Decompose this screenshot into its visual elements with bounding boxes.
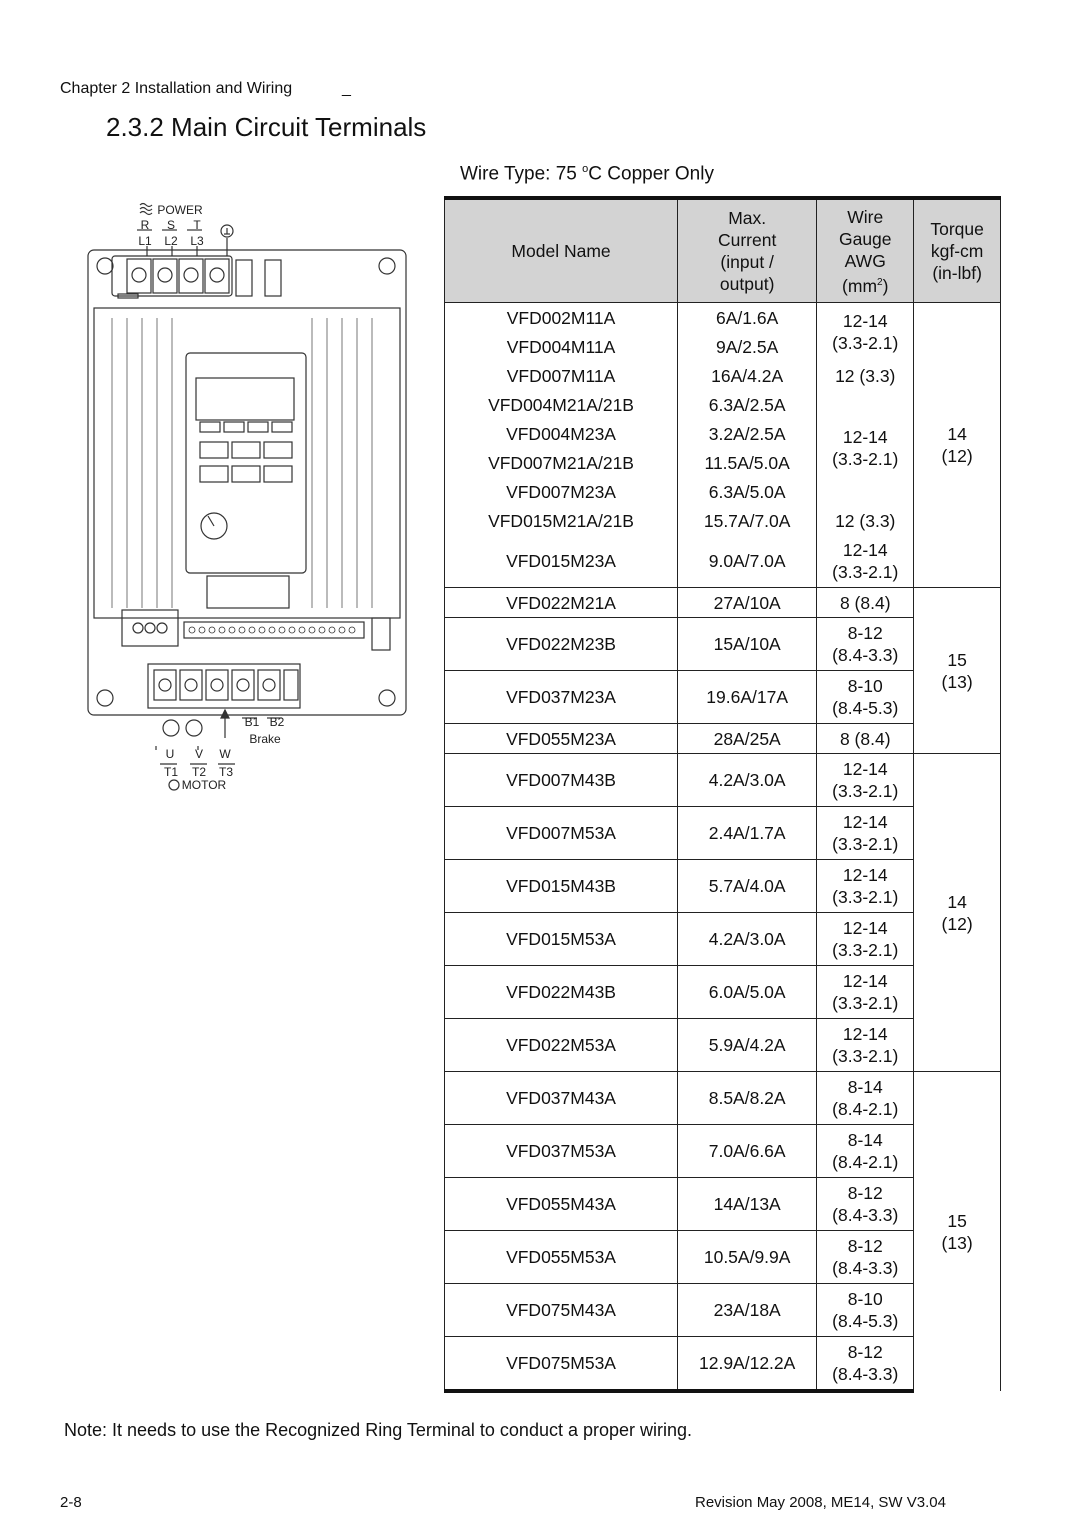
header-line: Max.: [728, 208, 767, 228]
terminal-l3: L3: [190, 234, 204, 248]
keypad-panel: [186, 353, 306, 573]
gauge-value: 12-14: [842, 918, 888, 938]
gauge-value-mm: (3.3-2.1): [832, 887, 899, 907]
gauge-value-mm: (8.4-2.1): [832, 1099, 899, 1119]
current-cell: 6A/1.6A: [678, 303, 817, 333]
gauge-value: 12-14: [842, 865, 888, 885]
current-cell: 15A/10A: [678, 618, 817, 671]
terminal-s: S: [166, 218, 176, 232]
gauge-value: 12-14: [842, 971, 888, 991]
torque-value: 14: [947, 424, 967, 444]
current-cell: 6.3A/5.0A: [678, 477, 817, 506]
model-cell: VFD007M43B: [445, 754, 678, 807]
gauge-value: 12-14: [842, 427, 888, 447]
current-cell: 14A/13A: [678, 1178, 817, 1231]
header-model-name: Model Name: [445, 198, 678, 303]
gauge-value-mm: (8.4-3.3): [832, 1364, 899, 1384]
torque-cell: [914, 1072, 1001, 1392]
gauge-value-mm: (3.3-2.1): [832, 1046, 899, 1066]
table-row: [445, 1072, 1001, 1125]
header-line: (in-lbf): [932, 263, 982, 283]
gauge-value: 8-10: [847, 676, 883, 696]
header-line: kgf-cm: [930, 241, 984, 261]
model-cell: VFD037M53A: [445, 1125, 678, 1178]
gauge-cell: [817, 618, 914, 671]
gauge-value: 8-12: [847, 1183, 883, 1203]
torque-value: 15: [947, 649, 967, 670]
gauge-cell: 12 (3.3): [817, 506, 914, 535]
header-torque: [914, 198, 1001, 303]
gauge-value-mm: (8.4-5.3): [832, 1311, 899, 1331]
model-cell: VFD004M23A: [445, 419, 678, 448]
current-cell: 27A/10A: [678, 588, 817, 618]
header-line: (input /: [720, 252, 774, 272]
current-cell: 16A/4.2A: [678, 361, 817, 390]
header-max-current: [678, 198, 817, 303]
gauge-value: 8-10: [847, 1289, 883, 1309]
gauge-value-mm: (8.4-3.3): [832, 1258, 899, 1278]
gauge-value-mm: (3.3-2.1): [832, 834, 899, 854]
current-cell: 23A/18A: [678, 1284, 817, 1337]
current-cell: 3.2A/2.5A: [678, 419, 817, 448]
gauge-cell: [817, 754, 914, 807]
model-cell: VFD015M23A: [445, 535, 678, 588]
header-line: [820, 272, 910, 297]
model-cell: VFD075M43A: [445, 1284, 678, 1337]
gauge-value-mm: (3.3-2.1): [832, 993, 899, 1013]
gauge-value: 8-14: [847, 1130, 883, 1150]
terminal-r: R: [140, 218, 150, 232]
terminal-l1: L1: [138, 234, 152, 248]
model-cell: VFD022M53A: [445, 1019, 678, 1072]
current-cell: 4.2A/3.0A: [678, 754, 817, 807]
current-cell: 6.0A/5.0A: [678, 966, 817, 1019]
gauge-cell: [817, 535, 914, 588]
torque-cell: [914, 303, 1001, 588]
gauge-value: 8-12: [847, 1236, 883, 1256]
current-cell: 19.6A/17A: [678, 671, 817, 724]
header-line: AWG: [844, 250, 886, 271]
gauge-cell: [817, 1284, 914, 1337]
gauge-cell: [817, 966, 914, 1019]
header-line: Torque: [930, 219, 984, 239]
current-cell: 10.5A/9.9A: [678, 1231, 817, 1284]
torque-value: 14: [947, 891, 967, 912]
current-cell: 12.9A/12.2A: [678, 1337, 817, 1392]
gauge-value: 8-12: [847, 1342, 883, 1362]
gauge-cell: [817, 1337, 914, 1392]
table-header-row: [445, 198, 1001, 303]
brake-label: Brake: [249, 732, 281, 746]
gauge-cell: [817, 1019, 914, 1072]
gauge-value-mm: (3.3-2.1): [832, 449, 899, 469]
terminal-b1: B1: [244, 715, 260, 729]
terminal-u: U: [165, 747, 175, 761]
torque-value-inlbf: (13): [941, 1232, 973, 1253]
current-cell: 28A/25A: [678, 724, 817, 754]
model-cell: VFD015M43B: [445, 860, 678, 913]
gauge-value: 12-14: [842, 759, 888, 779]
gauge-cell: 8 (8.4): [817, 588, 914, 618]
terminal-w: W: [219, 747, 231, 761]
chapter-header: Chapter 2 Installation and Wiring: [60, 80, 293, 97]
current-cell: 11.5A/5.0A: [678, 448, 817, 477]
gauge-cell: [817, 1231, 914, 1284]
header-mm-close: ): [882, 275, 889, 296]
motor-label: MOTOR: [181, 778, 227, 792]
current-cell: 9A/2.5A: [678, 332, 817, 361]
model-cell: VFD055M53A: [445, 1231, 678, 1284]
current-cell: 15.7A/7.0A: [678, 506, 817, 535]
gauge-value-mm: (3.3-2.1): [832, 940, 899, 960]
gauge-cell: [817, 1178, 914, 1231]
gauge-value: 12-14: [842, 311, 888, 331]
gauge-cell: 8 (8.4): [817, 724, 914, 754]
header-wire-gauge: [817, 198, 914, 303]
model-cell: VFD007M53A: [445, 807, 678, 860]
model-cell: VFD055M43A: [445, 1178, 678, 1231]
motor-icon: [169, 780, 179, 790]
table-row: [445, 588, 1001, 618]
gauge-cell: [817, 671, 914, 724]
gauge-cell: [817, 1072, 914, 1125]
model-cell: VFD015M21A/21B: [445, 506, 678, 535]
header-line: Wire: [847, 206, 884, 227]
gauge-value-mm: (8.4-3.3): [832, 645, 899, 665]
gauge-cell: [817, 390, 914, 506]
header-mm-superscript: 2: [877, 276, 883, 288]
terminal-t2: T2: [191, 765, 207, 779]
model-cell: VFD015M53A: [445, 913, 678, 966]
model-cell: VFD075M53A: [445, 1337, 678, 1392]
gauge-cell: [817, 1125, 914, 1178]
torque-value-inlbf: (13): [941, 671, 973, 692]
current-cell: 5.7A/4.0A: [678, 860, 817, 913]
gauge-value: 8-14: [847, 1077, 883, 1097]
current-cell: 8.5A/8.2A: [678, 1072, 817, 1125]
torque-cell: [914, 754, 1001, 1072]
torque-value: 15: [947, 1210, 967, 1231]
power-label: POWER: [157, 203, 203, 217]
gauge-value-mm: (3.3-2.1): [832, 781, 899, 801]
terminal-b2: B2: [269, 715, 285, 729]
wire-type-suffix: C Copper Only: [588, 163, 714, 185]
gauge-value: 8-12: [847, 623, 883, 643]
torque-value-inlbf: (12): [941, 446, 973, 466]
terminal-t1: T1: [163, 765, 179, 779]
terminal-t3: T3: [218, 765, 234, 779]
table-row: [445, 303, 1001, 333]
gauge-value-mm: (8.4-5.3): [832, 698, 899, 718]
header-line: Current: [717, 230, 777, 250]
header-line: Gauge: [838, 228, 892, 249]
header-line: output): [719, 274, 775, 294]
current-cell: 7.0A/6.6A: [678, 1125, 817, 1178]
gauge-value-mm: (3.3-2.1): [832, 333, 899, 353]
model-cell: VFD022M21A: [445, 588, 678, 618]
terminal-l2: L2: [164, 234, 178, 248]
current-cell: 6.3A/2.5A: [678, 390, 817, 419]
gauge-value-mm: (8.4-3.3): [832, 1205, 899, 1225]
gauge-cell: [817, 303, 914, 362]
model-cell: VFD037M23A: [445, 671, 678, 724]
gauge-cell: [817, 807, 914, 860]
page-number: 2-8: [60, 1494, 82, 1511]
model-cell: VFD007M11A: [445, 361, 678, 390]
current-cell: 2.4A/1.7A: [678, 807, 817, 860]
section-title: 2.3.2 Main Circuit Terminals: [106, 112, 427, 142]
gauge-value-mm: (3.3-2.1): [832, 562, 899, 582]
torque-cell: [914, 588, 1001, 754]
current-cell: 9.0A/7.0A: [678, 535, 817, 588]
model-cell: VFD022M43B: [445, 966, 678, 1019]
model-cell: VFD007M21A/21B: [445, 448, 678, 477]
gauge-cell: 12 (3.3): [817, 361, 914, 390]
terminal-v: V: [194, 747, 204, 761]
gauge-cell: [817, 860, 914, 913]
degree-symbol: o: [582, 163, 589, 175]
power-icon: [140, 204, 152, 215]
drive-terminal-diagram: [82, 198, 412, 798]
model-cell: VFD004M11A: [445, 332, 678, 361]
gauge-value: 12-14: [842, 540, 888, 560]
main-circuit-terminal-table: [444, 196, 1001, 1393]
table-row: [445, 754, 1001, 807]
revision-info: Revision May 2008, ME14, SW V3.04: [695, 1494, 946, 1511]
gauge-cell: [817, 913, 914, 966]
model-cell: VFD022M23B: [445, 618, 678, 671]
chapter-header-mark: _: [342, 80, 351, 97]
wiring-note: Note: It needs to use the Recognized Ring Terminal to conduct a proper wiring.: [64, 1420, 693, 1440]
current-cell: 5.9A/4.2A: [678, 1019, 817, 1072]
model-cell: VFD037M43A: [445, 1072, 678, 1125]
model-cell: VFD055M23A: [445, 724, 678, 754]
gauge-value-mm: (8.4-2.1): [832, 1152, 899, 1172]
terminal-t: T: [193, 218, 201, 232]
model-cell: VFD004M21A/21B: [445, 390, 678, 419]
wire-type-caption: [460, 163, 714, 185]
gauge-value: 12-14: [842, 1024, 888, 1044]
model-cell: VFD007M23A: [445, 477, 678, 506]
torque-value-inlbf: (12): [941, 913, 973, 934]
header-mm-text: (mm: [842, 275, 878, 296]
gauge-value: 12-14: [842, 812, 888, 832]
wire-type-prefix: Wire Type: 75: [460, 163, 583, 185]
current-cell: 4.2A/3.0A: [678, 913, 817, 966]
model-cell: VFD002M11A: [445, 303, 678, 333]
